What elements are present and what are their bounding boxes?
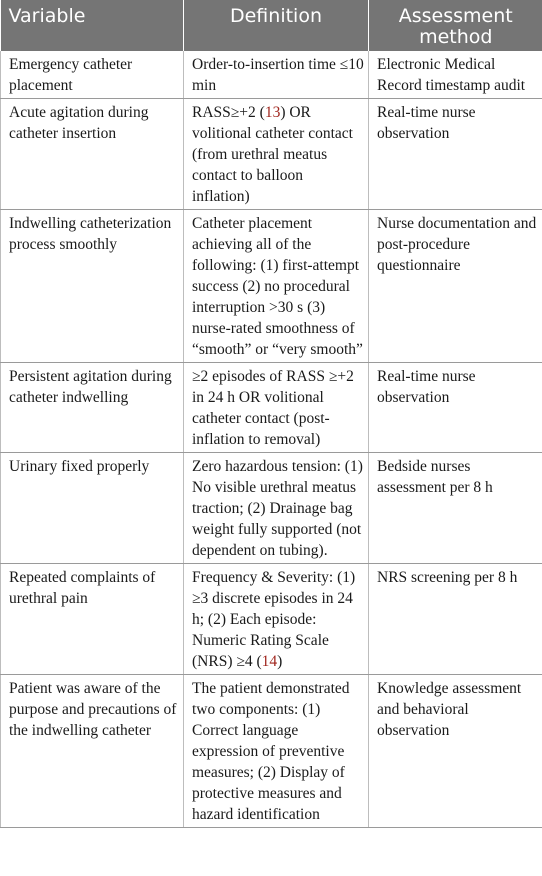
cell-variable: Repeated complaints of urethral pain xyxy=(1,564,184,675)
definition-text: ) xyxy=(277,653,283,670)
cell-method: Real-time nurse observation xyxy=(369,99,542,210)
reference-link[interactable]: 13 xyxy=(264,104,281,121)
header-row xyxy=(1,0,542,51)
cell-variable: Acute agitation during catheter insertion xyxy=(1,99,184,210)
header-assessment-method: Assessment method xyxy=(369,0,542,51)
cell-definition xyxy=(184,99,369,210)
cell-definition: The patient demonstrated two components: (1) Correct language expression of preventive measures; (2) Display of protective measures and hazard identification xyxy=(184,675,369,828)
cell-definition: ≥2 episodes of RASS ≥+2 in 24 h OR volitional catheter contact (post-inflation to removal) xyxy=(184,363,369,453)
cell-variable: Patient was aware of the purpose and precautions of the indwelling catheter xyxy=(1,675,184,828)
cell-method: Electronic Medical Record timestamp audit xyxy=(369,51,542,99)
cell-variable: Urinary fixed properly xyxy=(1,453,184,564)
table-row xyxy=(1,51,542,99)
cell-definition: Catheter placement achieving all of the following: (1) first-attempt success (2) no procedural interruption >30 s (3) nurse-rated smoothness of “smooth” or “very smooth” xyxy=(184,210,369,363)
table-row xyxy=(1,363,542,453)
cell-definition: Zero hazardous tension: (1) No visible urethral meatus traction; (2) Drainage bag weight fully supported (not dependent on tubing). xyxy=(184,453,369,564)
table-header xyxy=(1,0,542,51)
definition-text: ) OR volitional catheter contact (from urethral meatus contact to balloon inflation) xyxy=(192,104,353,205)
table-row xyxy=(1,99,542,210)
table-row xyxy=(1,453,542,564)
table-body xyxy=(1,51,542,828)
cell-variable: Persistent agitation during catheter indwelling xyxy=(1,363,184,453)
cell-definition xyxy=(184,564,369,675)
cell-method: NRS screening per 8 h xyxy=(369,564,542,675)
table-row xyxy=(1,210,542,363)
reference-link[interactable]: 14 xyxy=(261,653,278,670)
cell-method: Real-time nurse observation xyxy=(369,363,542,453)
header-definition: Definition xyxy=(184,0,369,51)
cell-definition: Order-to-insertion time ≤10 min xyxy=(184,51,369,99)
definition-text: Frequency & Severity: (1) ≥3 discrete episodes in 24 h; (2) Each episode: Numeric Rating Scale (NRS) ≥4 ( xyxy=(192,569,356,670)
cell-method: Bedside nurses assessment per 8 h xyxy=(369,453,542,564)
cell-variable: Indwelling catheterization process smoothly xyxy=(1,210,184,363)
table-row xyxy=(1,564,542,675)
cell-variable: Emergency catheter placement xyxy=(1,51,184,99)
definition-text: RASS≥+2 ( xyxy=(192,104,265,121)
cell-method: Knowledge assessment and behavioral observation xyxy=(369,675,542,828)
table-row xyxy=(1,675,542,828)
cell-method: Nurse documentation and post-procedure questionnaire xyxy=(369,210,542,363)
header-variable: Variable xyxy=(1,0,184,51)
